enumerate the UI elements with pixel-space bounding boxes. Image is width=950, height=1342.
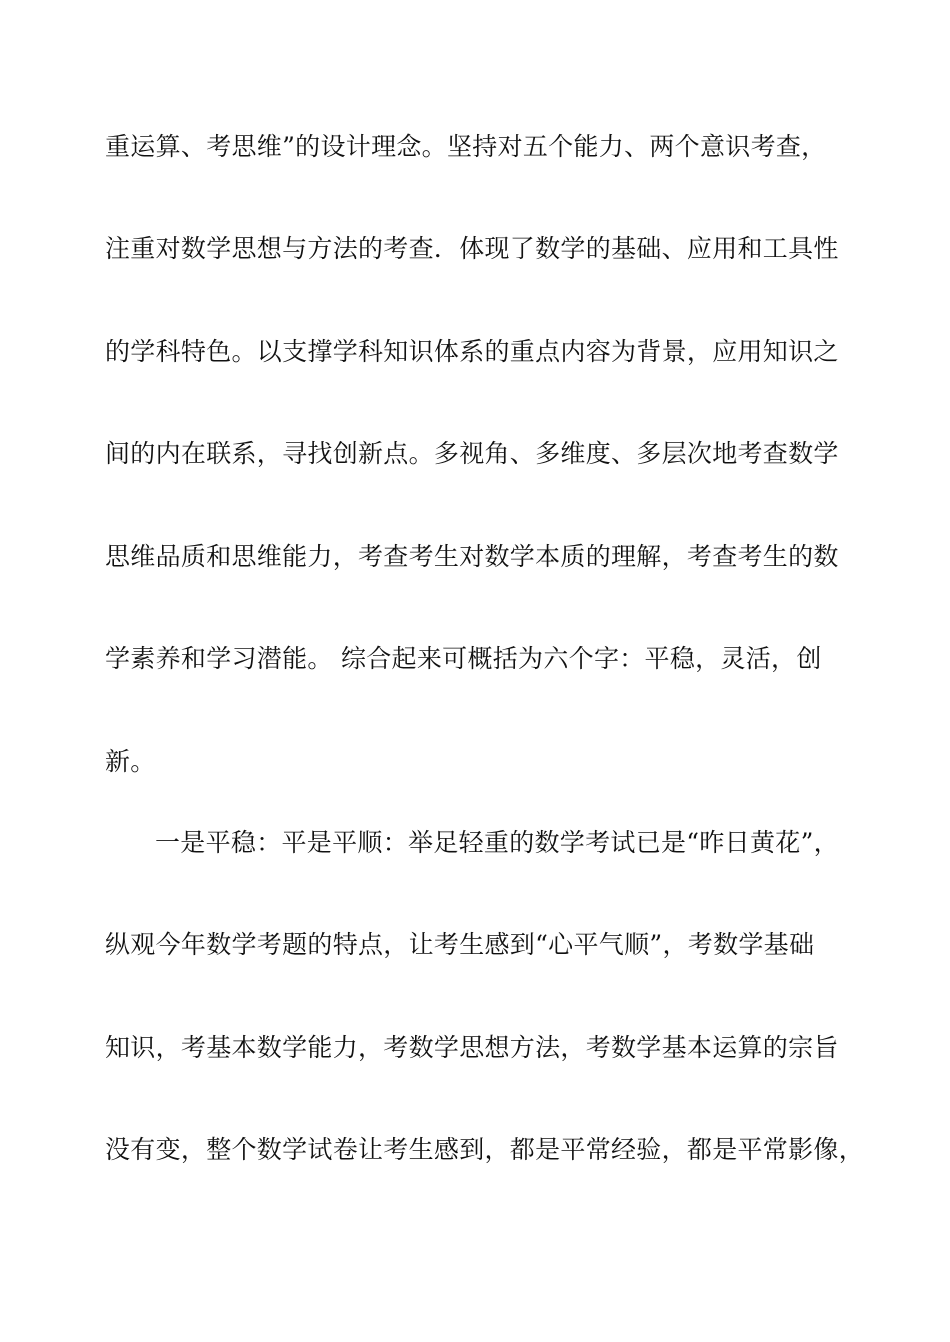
text-line-6: 学素养和学习潜能。 综合起来可概括为六个字：平稳，灵活，创 (105, 644, 822, 673)
text-line-7: 新。 (105, 747, 156, 776)
text-line-11: 没有变，整个数学试卷让考生感到，都是平常经验，都是平常影像， (105, 1135, 865, 1164)
paragraph-start-line: 一是平稳：平是平顺：举足轻重的数学考试已是“昨日黄花”， (155, 828, 839, 857)
text-line-3: 的学科特色。以支撑学科知识体系的重点内容为背景，应用知识之 (105, 337, 839, 366)
text-line-2: 注重对数学思想与方法的考查．体现了数学的基础、应用和工具性 (105, 234, 839, 263)
text-line-1: 重运算、考思维”的设计理念。坚持对五个能力、两个意识考查， (105, 132, 827, 161)
text-line-4: 间的内在联系，寻找创新点。多视角、多维度、多层次地考查数学 (105, 439, 839, 468)
text-line-9: 纵观今年数学考题的特点，让考生感到“心平气顺”，考数学基础 (105, 930, 815, 959)
text-line-5: 思维品质和思维能力，考查考生对数学本质的理解，考查考生的数 (105, 542, 839, 571)
text-line-10: 知识，考基本数学能力，考数学思想方法，考数学基本运算的宗旨 (105, 1033, 839, 1062)
